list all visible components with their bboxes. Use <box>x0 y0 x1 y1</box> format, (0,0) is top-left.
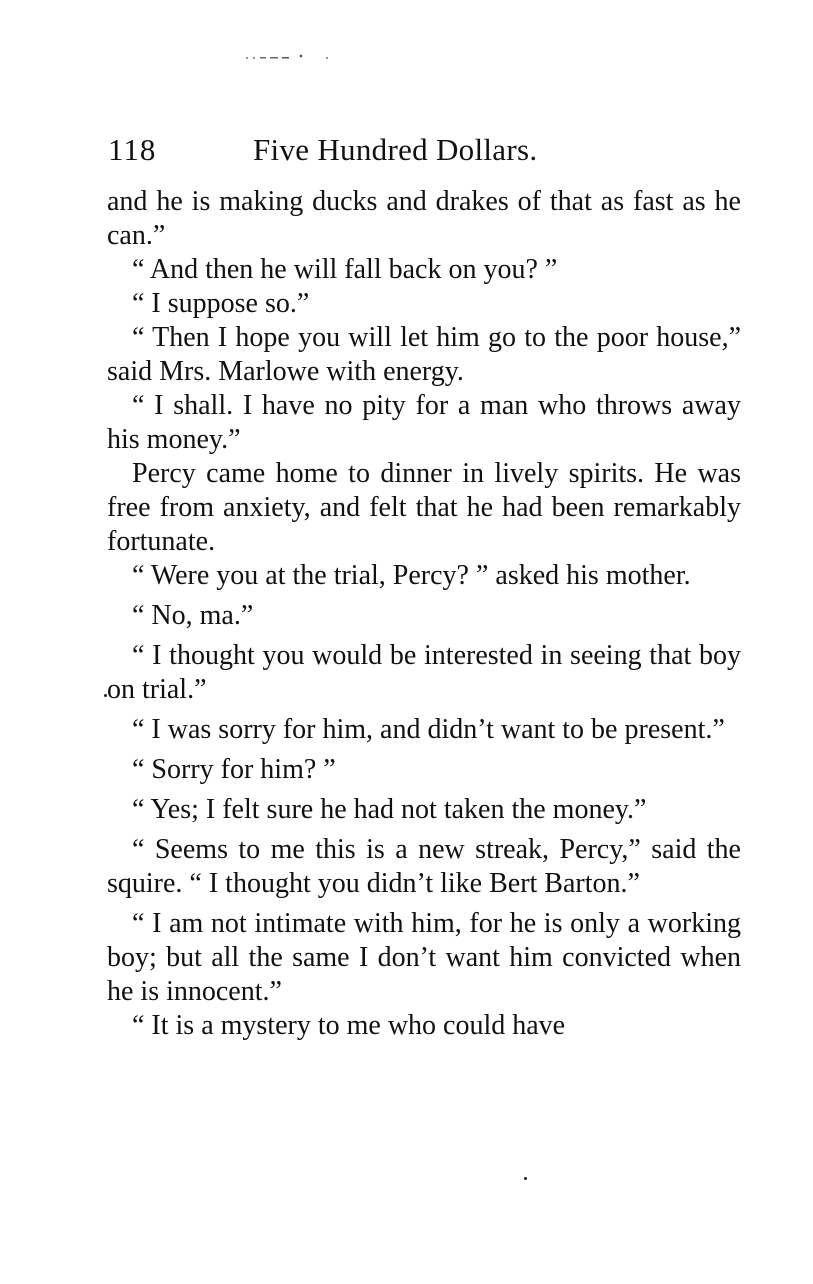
paragraph: “ Yes; I felt sure he had not taken the money.” <box>132 794 647 825</box>
body-text <box>107 185 741 1043</box>
paragraph: “ And then he will fall back on you? ” <box>132 254 558 285</box>
print-specks <box>244 50 334 64</box>
paragraph: “ Seems to me this is a new streak, Percy,” said the squire. “ I thought you didn’t like Bert Barton.” <box>107 834 741 899</box>
paragraph: “ I thought you would be interested in seeing that boy on trial.” <box>107 640 741 705</box>
paragraph: “ Sorry for him? ” <box>132 754 336 785</box>
paragraph: “ Were you at the trial, Percy? ” asked his mother. <box>132 560 691 591</box>
paragraph: “ I suppose so.” <box>132 288 310 319</box>
stray-ink-dot <box>104 694 107 697</box>
running-header <box>108 130 748 170</box>
paragraph: “ No, ma.” <box>132 600 254 631</box>
page-number: 118 <box>108 132 157 167</box>
paragraph: and he is making ducks and drakes of that as fast as he can.” <box>107 186 741 251</box>
paragraph: “ I shall. I have no pity for a man who throws away his money.” <box>107 390 741 455</box>
running-title: Five Hundred Dollars. <box>253 132 538 167</box>
paragraph: “ I am not intimate with him, for he is only a working boy; but all the same I don’t want him convicted when he is innocent.” <box>107 908 741 1007</box>
paragraph: “ Then I hope you will let him go to the poor house,” said Mrs. Marlowe with energy. <box>107 322 741 387</box>
paragraph: “ It is a mystery to me who could have <box>132 1010 566 1041</box>
paragraph: Percy came home to dinner in lively spirits. He was free from anxiety, and felt that he had been remarkably fortunate. <box>107 458 741 557</box>
stray-ink-dot <box>524 1177 527 1180</box>
paragraph: “ I was sorry for him, and didn’t want to be present.” <box>132 714 725 745</box>
